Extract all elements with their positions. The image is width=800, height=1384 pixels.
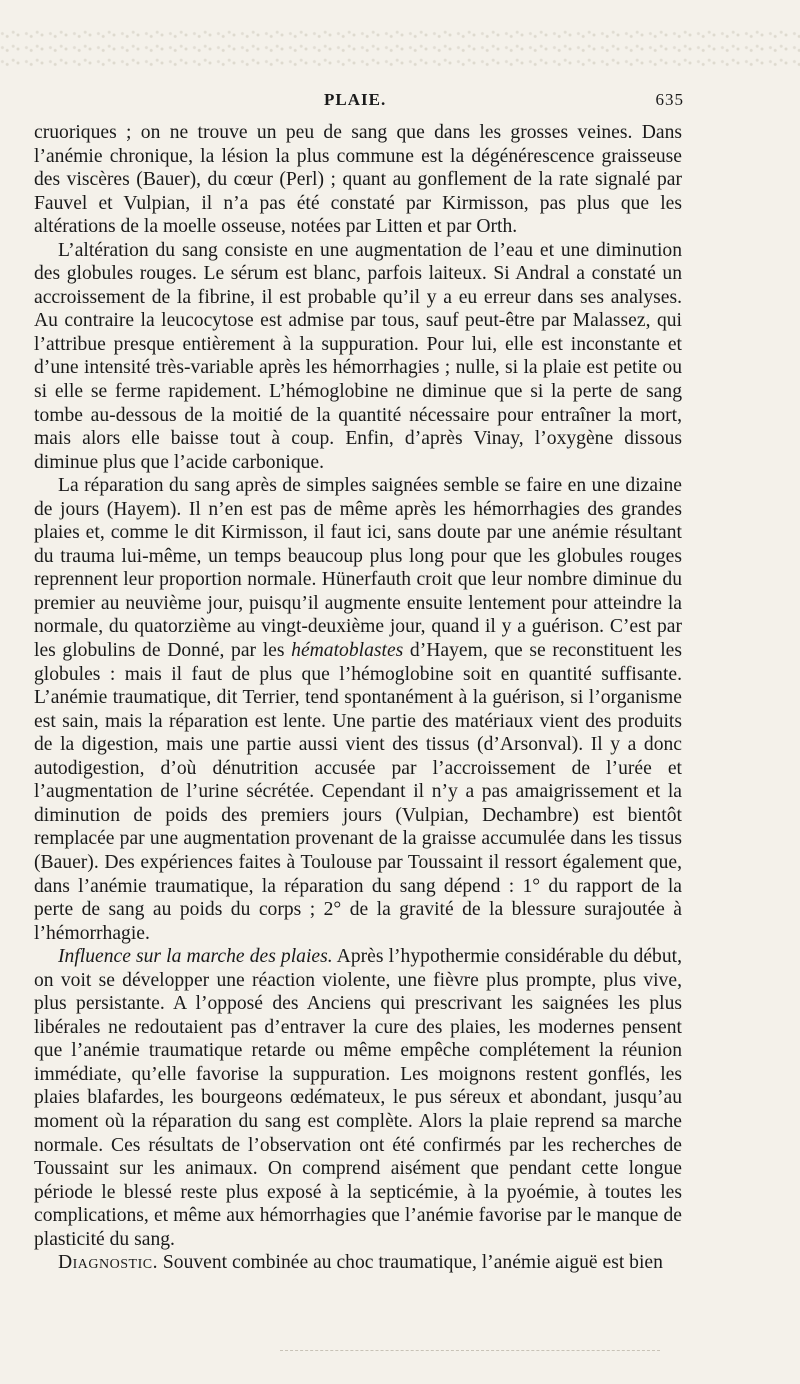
italic-term: hématoblastes xyxy=(291,640,404,662)
paragraph xyxy=(34,121,682,239)
bottom-rule xyxy=(280,1350,660,1352)
running-title: PLAIE. xyxy=(324,90,387,109)
body-text xyxy=(34,121,682,1275)
section-lead-smallcaps: Diagnostic. xyxy=(58,1252,158,1274)
scan-noise xyxy=(0,28,800,68)
paragraph xyxy=(34,1251,682,1275)
paragraph xyxy=(34,474,682,945)
paragraph xyxy=(34,239,682,474)
running-header xyxy=(34,90,684,114)
page-number: 635 xyxy=(655,90,684,109)
paragraph-text: L’altération du sang consiste en une augmentation de l’eau et une diminution des globules rouges. Le sérum est blanc, parfois laiteux. Si Andral a constaté un accroissement de la fibrine, il est probable qu’il y a eu erreur dans ses analyses. Au contraire la leucocytose est admise par tous, sauf peut-être par Malassez, qui l’attribue presque entièrement à la suppuration. Pour lui, elle est inconstante et d’une intensité très-variable après les hémorrhagies ; nulle, si la plaie est petite ou si elle se ferme rapidement. L’hémoglobine ne diminue que si la perte de sang tombe au-dessous de la moitié de la quantité nécessaire pour entraîner la mort, mais alors elle baisse tout à coup. Enfin, d’après Vinay, l’oxygène dissous diminue plus que l’acide carbonique. xyxy=(34,239,682,473)
paragraph-text: Après l’hypothermie considérable du début, on voit se développer une réaction violente, une fièvre plus prompte, plus vive, plus persistante. A l’opposé des Anciens qui prescrivant les saignées les plus libérales ne redoutaient pas d’entraver la cure des plaies, les modernes pensent que l’anémie traumatique retarde ou même empêche complétement la réunion immédiate, qu’elle favorise la suppuration. Les moignons restent gonflés, les plaies blafardes, les bourgeons œdémateux, le pus séreux et abondant, jusqu’au moment où la réparation du sang est complète. Alors la plaie reprend sa marche normale. Ces résultats de l’observation ont été confirmés par les recherches de Toussaint sur les animaux. On comprend aisément que pendant cette longue période le blessé reste plus exposé à la septicémie, à la pyoémie, à toutes les complications, et même aux hémorrhagies que l’anémie favorise par le manque de plasticité du sang. xyxy=(34,946,682,1250)
paragraph-text: d’Hayem, que se reconstituent les globules : mais il faut de plus que l’hémoglobine soit en quantité suffisante. L’anémie traumatique, dit Terrier, tend spontanément à la guérison, si l’organisme est sain, mais la réparation est lente. Une partie des matériaux vient des produits de la digestion, mais une partie aussi vient des tissus (d’Arsonval). Il y a donc autodigestion, d’où dénutrition accusée par l’accroissement de l’urée et l’augmentation de l’urine sécrétée. Cependant il n’y a pas amaigrissement et la diminution de poids des premiers jours (Vulpian, Dechambre) est bientôt remplacée par une augmentation provenant de la graisse accumulée dans les tissus (Bauer). Des expériences faites à Toulouse par Toussaint il ressort également que, dans l’anémie traumatique, la réparation du sang dépend : 1° du rapport de la perte de sang au poids du corps ; 2° de la gravité de la blessure surajoutée à l’hémorrhagie. xyxy=(34,640,683,944)
paragraph-text: La réparation du sang après de simples saignées semble se faire en une dizaine de jours (Hayem). Il n’en est pas de même après les hémorrhagies des grandes plaies et, comme le dit Kirmisson, il faut ici, sans doute par une anémie résultant du trauma lui-même, un temps beaucoup plus long pour que les globules rouges reprennent leur proportion normale. Hünerfauth croit que leur nombre diminue du premier au neuvième jour, puisqu’il augmente ensuite lentement pour atteindre la normale, du quatorzième au vingt-deuxième jour, quand il y a guérison. C’est par les globulins de Donné, par les xyxy=(34,475,682,662)
paragraph-text: Souvent combinée au choc traumatique, l’anémie aiguë est bien xyxy=(158,1252,663,1274)
paragraph-text: cruoriques ; on ne trouve un peu de sang que dans les grosses veines. Dans l’anémie chronique, la lésion la plus commune est la dégénérescence graisseuse des viscères (Bauer), du cœur (Perl) ; quant au gonflement de la rate signalé par Fauvel et Vulpian, il n’a pas été constaté par Kirmisson, pas plus que les altérations de la moelle osseuse, notées par Litten et par Orth. xyxy=(34,122,682,238)
section-lead-italic: Influence sur la marche des plaies. xyxy=(58,946,333,968)
paragraph xyxy=(34,945,682,1251)
